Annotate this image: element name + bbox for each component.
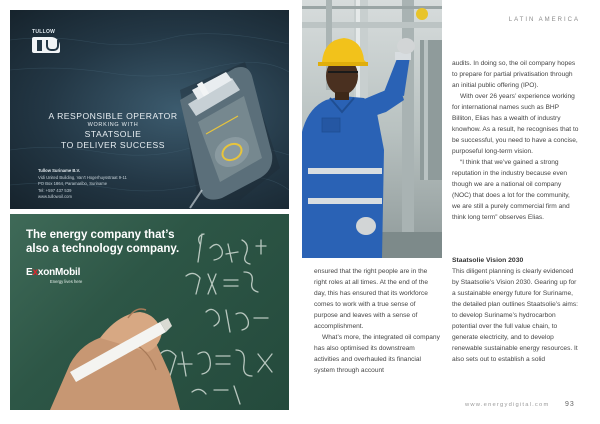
article-column-right-bottom xyxy=(452,255,580,365)
article-paragraph: With over 26 years’ experience working for international names such as BHP Billiton, Elias has a wealth of industry knowhow. As a result, he recognises that to be successful, you need to have a concise, purposeful long-term vision. xyxy=(452,93,579,155)
tullow-logo-icon xyxy=(32,37,60,53)
section-subheading: Staatsolie Vision 2030 xyxy=(452,257,524,264)
exxonmobil-advert xyxy=(10,214,289,410)
footer-url: www.energydigital.com xyxy=(465,402,550,408)
section-label: LATIN AMERICA xyxy=(508,17,580,23)
article-column-left-bottom xyxy=(314,266,440,376)
article-column-right-top xyxy=(452,58,580,223)
headline-line-2: WORKING WITH xyxy=(87,122,139,129)
headline-line-3: STAATSOLIE xyxy=(84,129,142,140)
exxon-logo-x-icon: x xyxy=(32,267,38,278)
page-number: 93 xyxy=(565,401,575,408)
exxon-headline-line-2: also a technology company. xyxy=(26,243,180,256)
exxonmobil-tagline: Energy lives here xyxy=(50,279,83,284)
article-paragraph: This diligent planning is clearly evidenced by Staatsolie’s Vision 2030. Gearing up for a sustainable energy future for Suriname, the detailed plan outlines Staatsolie’s aims: to develop Suriname’s hydrocarbon potential over the full value chain, to generate electricity, and to develop renewable sustainable energy resources. It also sets out to establish a solid xyxy=(452,268,578,363)
address-phone: Tel: +597 437 539 xyxy=(38,187,72,193)
exxon-headline-line-1: The energy company that’s xyxy=(26,229,175,241)
address-web: www.tullowoil.com xyxy=(38,194,72,199)
headline-line-1: A RESPONSIBLE OPERATOR xyxy=(48,111,178,121)
tullow-advert xyxy=(10,10,289,209)
address-line-2: PO Box 1864, Paramaribo, Suriname xyxy=(38,181,108,186)
tullow-logo-text: TULLOW xyxy=(32,29,56,35)
tullow-address-block xyxy=(38,168,127,201)
article-paragraph: ensured that the right people are in the right roles at all times. At the end of the day, this has ensured that its workforce comes to work with a true sense of purpose and leaves with a sense of accomplishment. xyxy=(314,268,428,330)
exxonmobil-headline xyxy=(26,228,179,256)
company-name: Tullow Suriname B.V. xyxy=(38,168,81,173)
engineer-illustration xyxy=(302,0,442,258)
headline-line-4: TO DELIVER SUCCESS xyxy=(61,140,165,151)
exxon-logo-part-1: E xyxy=(26,267,33,278)
exxon-logo-part-2: xonMobil xyxy=(37,267,81,278)
article-paragraph: What’s more, the integrated oil company has also optimised its downstream activities and overhauled its financial system through account xyxy=(314,334,440,374)
exxonmobil-logo xyxy=(26,267,80,278)
engineer-photo xyxy=(302,0,442,258)
article-paragraph: “I think that we’ve gained a strong reputation in the industry because even though we are a national oil company (NOC) that does a lot for the community, we are still a purely commercial firm and think long term” observes Elias. xyxy=(452,159,570,221)
tullow-headline xyxy=(38,111,188,152)
address-line-1: Vidi United Building, Van't Hogerhuysstraat 9-11 xyxy=(38,174,127,180)
article-paragraph: audits. In doing so, the oil company hopes to prepare for partial privatisation through an initial public offering (IPO). xyxy=(452,60,576,89)
